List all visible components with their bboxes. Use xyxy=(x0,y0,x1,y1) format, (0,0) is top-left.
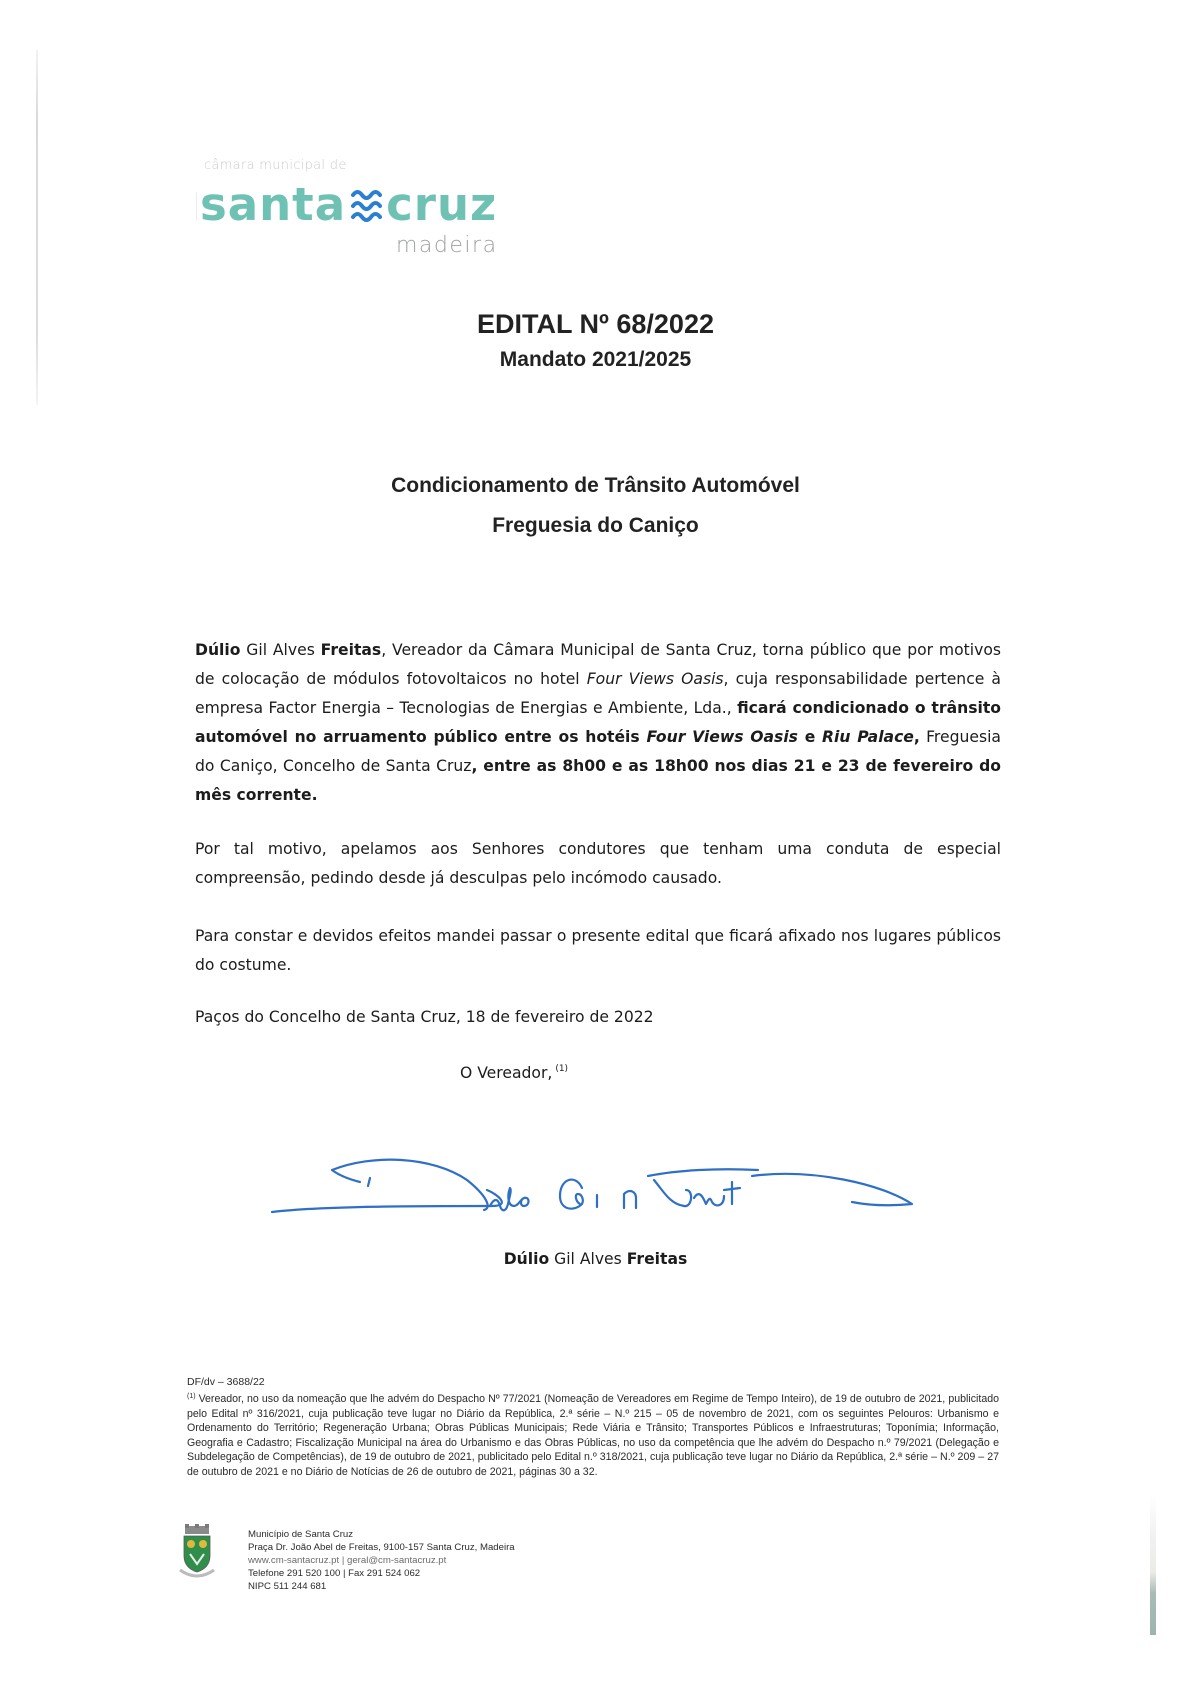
footnote-marker: (1) xyxy=(187,1393,196,1400)
logo-region: madeira xyxy=(396,233,498,258)
scan-edge-bar xyxy=(1150,1495,1156,1635)
logo-caption: câmara municipal de xyxy=(204,158,347,173)
closing-text: O Vereador, xyxy=(460,1064,553,1082)
handwritten-signature xyxy=(262,1140,932,1220)
edital-number: EDITAL Nº 68/2022 xyxy=(477,309,714,339)
footer-municipality: Município de Santa Cruz xyxy=(248,1529,354,1540)
hotel-name: Four Views Oasis xyxy=(586,670,724,688)
posting-paragraph: Para constar e devidos efeitos mandei passar o presente edital que ficará afixado nos lugares públicos do costume. xyxy=(195,927,1001,974)
signer-last: Freitas xyxy=(626,1250,688,1268)
name-first: Dúlio xyxy=(195,641,241,659)
footnote-marker: (1) xyxy=(555,1064,569,1074)
hotel-name: Four Views Oasis xyxy=(646,728,798,746)
text-segment-bold: e xyxy=(797,728,823,746)
footnote-text: Vereador, no uso da nomeação que lhe advém do Despacho Nº 77/2021 (Nomeação de Vereadores em Regime de Tempo Inteiro), de 19 de outubro de 2021, publicitado pelo Edital nº 316/2021, cuja publicação teve lugar no Diário da República, 2.ª série – N.º 215 – 05 de novembro de 2021, com os seguintes Pelouros: Urbanismo e Ordenamento do Território; Regeneração Urbana; Obras Públicas Municipais; Rede Viária e Trânsito; Transportes Públicos e Infraestruturas; Toponímia; Informação, Geografia e Cadastro; Fiscalização Municipal na área do Urbanismo e das Obras Públicas, no uso da competência que lhe advém do Despacho n.º 79/2021 (Delegação e Subdelegação de Competências), de 19 de outubro de 2021, publicitado pelo Edital n.º 318/2021, cuja publicação teve lugar no Diário da República, 2.ª série – N.º 209 – 27 de outubro de 2021 e no Diário de Notícias de 26 de outubro de 2021, páginas 30 a 32. xyxy=(187,1393,999,1478)
text-segment: Freguesia do Caniço, Concelho de Santa Cruz xyxy=(195,728,1001,775)
text-segment-bold: ficará condicionado o trânsito automóvel no arruamento público entre os hotéis xyxy=(195,699,1001,746)
footer-address: Praça Dr. João Abel de Freitas, 9100-157 Santa Cruz, Madeira xyxy=(248,1542,515,1553)
footer-phone-fax: Telefone 291 520 100 | Fax 291 524 062 xyxy=(248,1568,421,1579)
logo-word-santa: santa xyxy=(200,177,347,231)
hotel-name: Riu Palace xyxy=(822,728,914,746)
document-reference: DF/dv – 3688/22 xyxy=(187,1376,265,1388)
text-segment-bold: , xyxy=(913,728,920,746)
text-segment: , Vereador da Câmara Municipal de Santa Cruz, torna público que por motivos de colocação de módulos fotovoltaicos no hotel xyxy=(195,641,1001,688)
name-middle: Gil Alves xyxy=(240,641,321,659)
apology-paragraph: Por tal motivo, apelamos aos Senhores condutores que tenham uma conduta de especial compreensão, pedindo desde já desculpas pelo incómodo causado. xyxy=(195,840,1001,887)
signer-first: Dúlio xyxy=(503,1250,550,1268)
main-paragraph xyxy=(195,636,1001,810)
logo-word-cruz: cruz xyxy=(386,177,498,231)
mandate-period: Mandato 2021/2025 xyxy=(499,348,692,371)
place-date: Paços do Concelho de Santa Cruz, 18 de fevereiro de 2022 xyxy=(195,1008,654,1026)
closing-title xyxy=(460,1064,568,1082)
schedule-text: , entre as 8h00 e as 18h00 nos dias 21 e 23 de fevereiro do mês corrente. xyxy=(195,757,1001,804)
footnote xyxy=(187,1390,999,1479)
footer-web-email[interactable]: www.cm-santacruz.pt | geral@cm-santacruz.pt xyxy=(248,1555,447,1566)
municipality-logo xyxy=(200,178,497,230)
footer-contact xyxy=(248,1528,515,1593)
signer-middle: Gil Alves xyxy=(549,1250,627,1268)
name-last: Freitas xyxy=(320,641,382,659)
notice-parish: Freguesia do Caniço xyxy=(492,514,699,537)
text-segment: , cuja responsabilidade pertence à empresa Factor Energia – Tecnologias de Energias e Ambiente, Lda., xyxy=(195,670,1001,717)
waves-icon xyxy=(350,187,382,225)
coat-of-arms-icon xyxy=(176,1524,218,1582)
notice-subject: Condicionamento de Trânsito Automóvel xyxy=(391,474,800,497)
scan-mark xyxy=(196,192,197,220)
footer-nipc: NIPC 511 244 681 xyxy=(248,1581,327,1592)
signer-name xyxy=(0,1250,1191,1268)
